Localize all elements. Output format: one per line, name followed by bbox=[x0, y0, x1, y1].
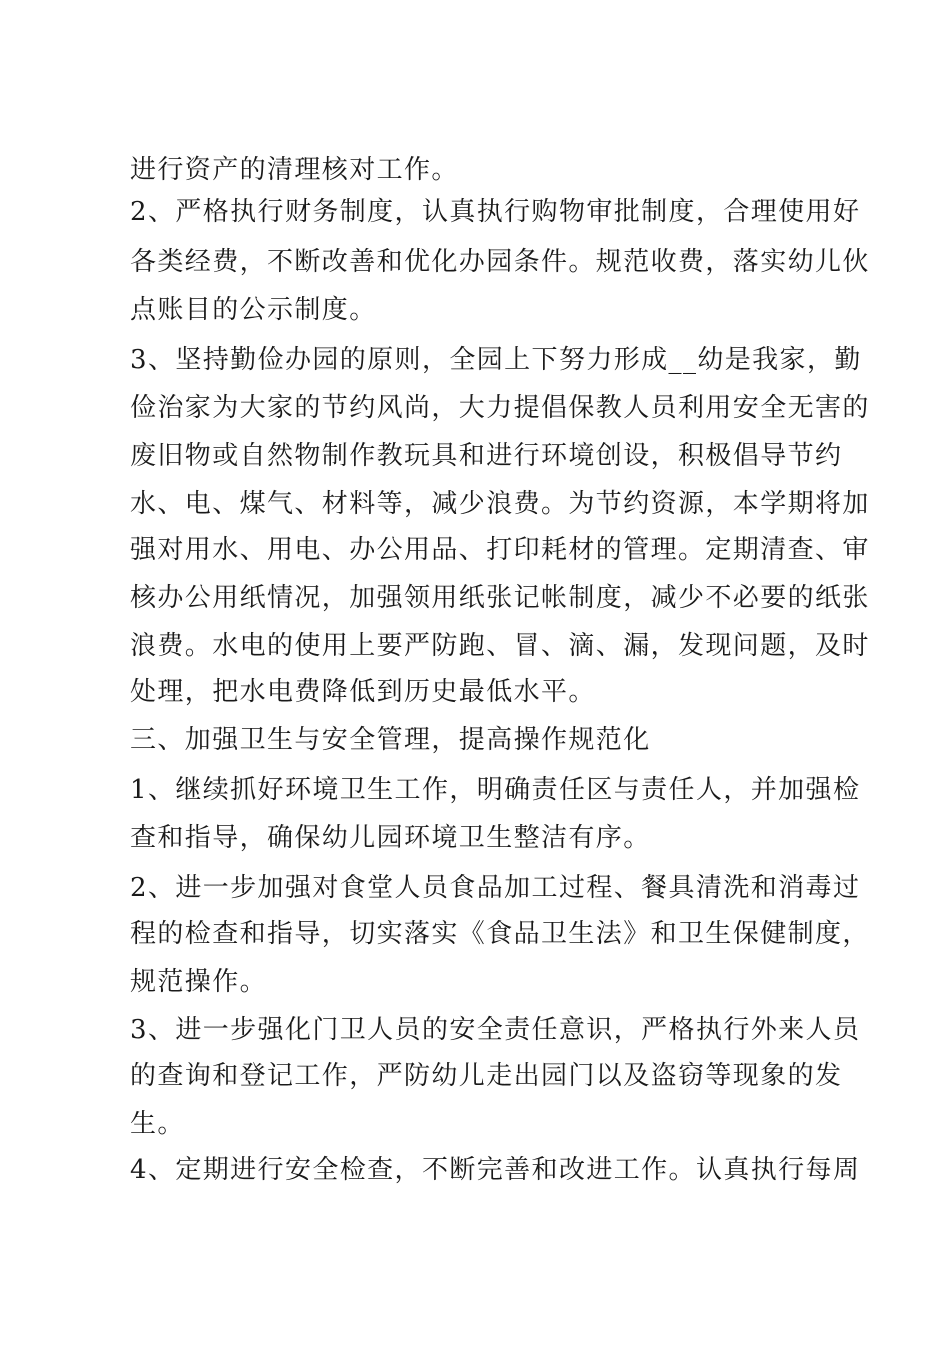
text-line: 水、电、煤气、材料等，减少浪费。为节约资源，本学期将加 bbox=[130, 489, 870, 519]
text-line: 的查询和登记工作，严防幼儿走出园门以及盗窃等现象的发 bbox=[130, 1061, 843, 1091]
text-line: 点账目的公示制度。 bbox=[130, 295, 377, 325]
text-line: 强对用水、用电、办公用品、打印耗材的管理。定期清查、审 bbox=[130, 535, 870, 565]
text-line: 1、继续抓好环境卫生工作，明确责任区与责任人，并加强检 bbox=[130, 775, 861, 805]
text-line: 各类经费，不断改善和优化办园条件。规范收费，落实幼儿伙 bbox=[130, 247, 870, 277]
text-line: 2、进一步加强对食堂人员食品加工过程、餐具清洗和消毒过 bbox=[130, 873, 861, 903]
text-line: 4、定期进行安全检查，不断完善和改进工作。认真执行每周 bbox=[130, 1155, 861, 1185]
text-line: 3、坚持勤俭办园的原则，全园上下努力形成__幼是我家，勤 bbox=[130, 345, 862, 375]
text-line: 处理，把水电费降低到历史最低水平。 bbox=[130, 677, 596, 707]
text-line: 俭治家为大家的节约风尚，大力提倡保教人员利用安全无害的 bbox=[130, 393, 870, 423]
text-line: 废旧物或自然物制作教玩具和进行环境创设，积极倡导节约 bbox=[130, 441, 843, 471]
section-heading: 三、加强卫生与安全管理，提高操作规范化 bbox=[130, 725, 651, 755]
text-line: 程的检查和指导，切实落实《食品卫生法》和卫生保健制度， bbox=[130, 919, 870, 949]
text-line: 核办公用纸情况，加强领用纸张记帐制度，减少不必要的纸张 bbox=[130, 583, 870, 613]
text-line: 2、严格执行财务制度，认真执行购物审批制度，合理使用好 bbox=[130, 197, 861, 227]
text-line: 规范操作。 bbox=[130, 967, 268, 997]
text-line: 3、进一步强化门卫人员的安全责任意识，严格执行外来人员 bbox=[130, 1015, 861, 1045]
text-line: 浪费。水电的使用上要严防跑、冒、滴、漏，发现问题，及时 bbox=[130, 631, 870, 661]
text-line: 查和指导，确保幼儿园环境卫生整洁有序。 bbox=[130, 823, 651, 853]
text-line: 进行资产的清理核对工作。 bbox=[130, 155, 459, 185]
text-line: 生。 bbox=[130, 1109, 185, 1139]
